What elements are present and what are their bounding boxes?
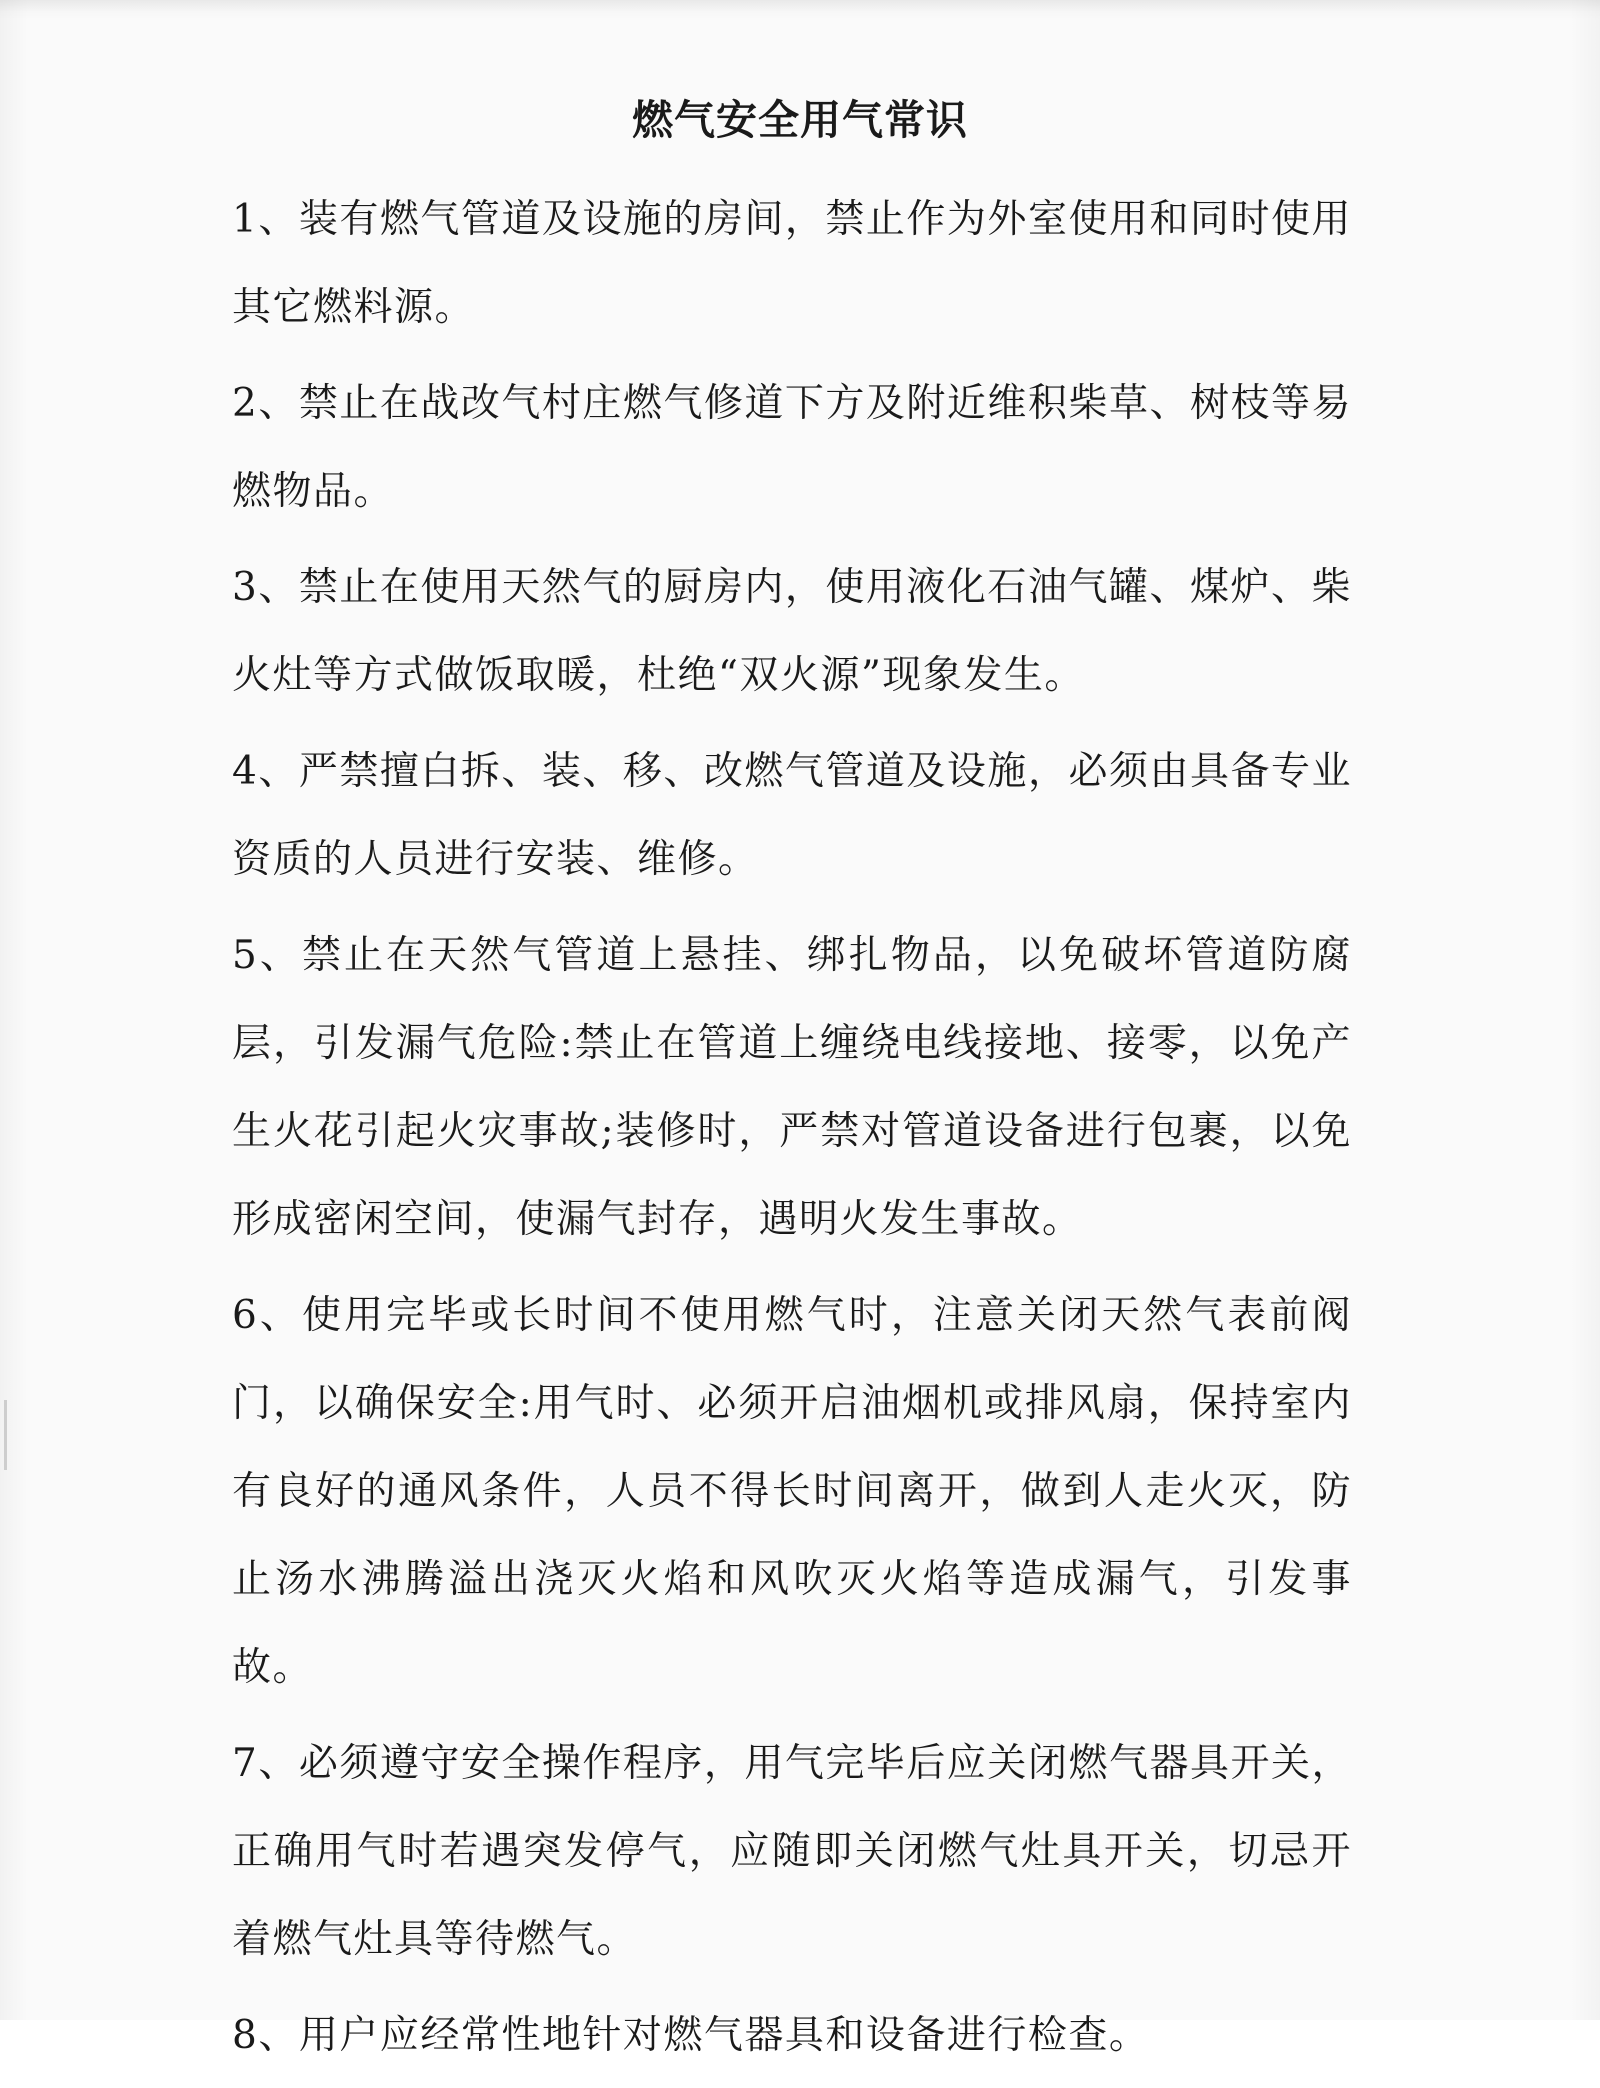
safety-rule-2: 2、禁止在战改气村庄燃气修道下方及附近维积柴草、树枝等易燃物品。 [232,381,1352,514]
document-title: 燃气安全用气常识 [632,96,968,144]
safety-rule-7: 7、必须遵守安全操作程序，用气完毕后应关闭燃气器具开关，正确用气时若遇突发停气，应随即关闭燃气灶具开关，切忌开着燃气灶具等待燃气。 [232,1741,1352,1962]
safety-rule-4: 4、严禁擅白拆、装、移、改燃气管道及设施，必须由具备专业资质的人员进行安装、维修。 [232,749,1352,882]
scan-margin-mark [4,1400,7,1470]
scan-edge-shadow [0,0,1600,12]
document-body [232,176,1352,2088]
safety-rule-3: 3、禁止在使用天然气的厨房内，使用液化石油气罐、煤炉、柴火灶等方式做饭取暖，杜绝“双火源”现象发生。 [232,565,1352,698]
safety-rule-5: 5、禁止在天然气管道上悬挂、绑扎物品，以免破坏管道防腐层，引发漏气危险:禁止在管道上缠绕电线接地、接零，以免产生火花引起火灾事故;装修时，严禁对管道设备进行包裹，以免形成密闲空间，使漏气封存，遇明火发生事故。 [232,933,1352,1242]
safety-rule-6: 6、使用完毕或长时间不使用燃气时，注意关闭天然气表前阀门，以确保安全:用气时、必须开启油烟机或排风扇，保持室内有良好的通风条件，人员不得长时间离开，做到人走火灭，防止汤水沸腾溢出浇灭火焰和风吹灭火焰等造成漏气，引发事故。 [232,1293,1352,1690]
safety-rule-8: 8、用户应经常性地针对燃气器具和设备进行检查。 [232,2013,1150,2058]
safety-rule-1: 1、装有燃气管道及设施的房间，禁止作为外室使用和同时使用其它燃料源。 [232,197,1352,330]
